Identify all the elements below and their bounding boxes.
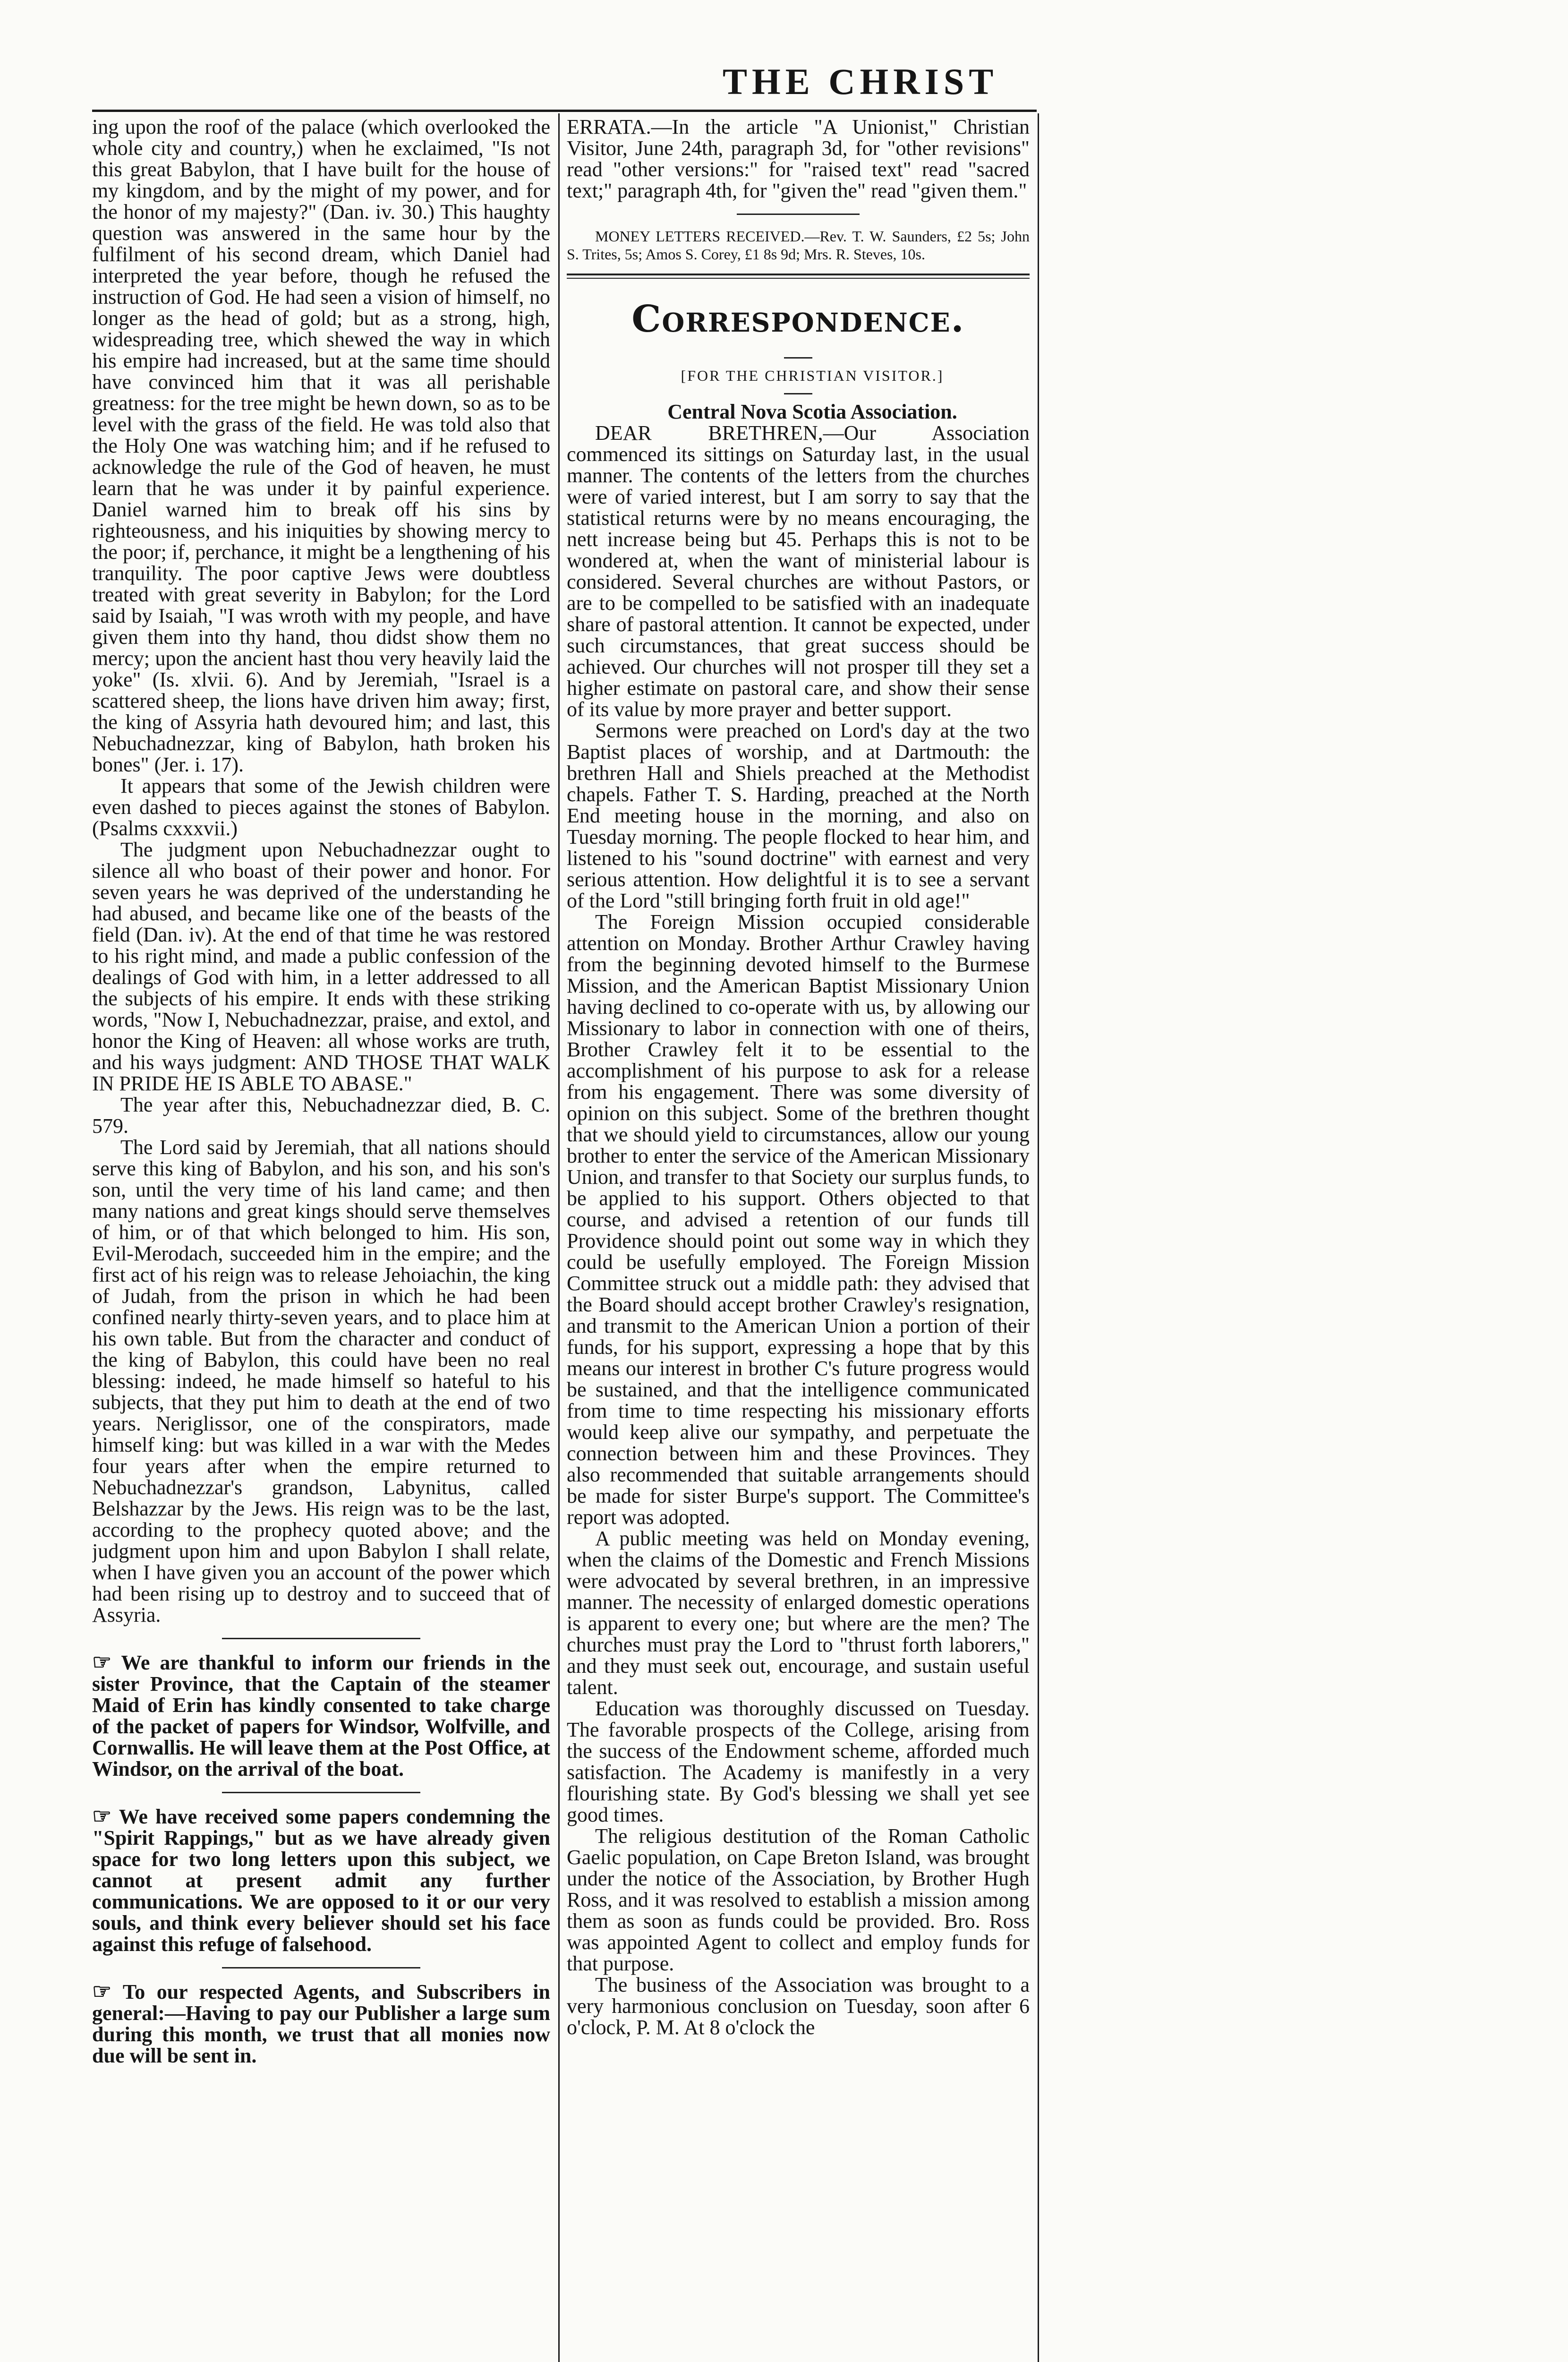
separator [222,1792,420,1793]
section-title: Correspondence. [631,298,965,341]
notice-spirit-rappings [92,1806,550,1955]
notice-agents [92,1981,550,2066]
section-double-rule [567,274,1030,275]
article-paragraph: The business of the Association was brought to a very harmonious conclusion on Tuesday, soon after 6 o'clock, P. M. At 8 o'clock the [567,1973,1030,2039]
separator [784,357,812,359]
article-paragraph: The judgment upon Nebuchadnezzar ought to silence all who boast of their power and honor. For seven years he was deprived of the understanding he had abused, and became like one of the beasts of the field (Dan. iv). At the end of that time he was restored to his right mind, and made a public confession of the dealings of God with him, in a letter addressed to all the subjects of his empire. It ends with these striking words, "Now I, Nebuchadnezzar, praise, and extol, and honor the King of Heaven: all whose works are truth, and his ways judgment: AND THOSE THAT WALK IN PRIDE HE IS ABLE TO ABASE." [92,838,550,1095]
column-rule-1 [558,113,560,2362]
article-paragraph: ing upon the roof of the palace (which overlooked the whole city and country,) when he exclaimed, "Is not this great Babylon, that I have built for the house of my kingdom, and by the might of my power, and for the honor of my majesty?" (Dan. iv. 30.) This haughty question was answered in the same hour by the fulfilment of his second dream, which Daniel had interpreted the year before, though he refused the instruction of God. He had seen a vision of himself, no longer as the head of gold; but as a strong, high, widespreading tree, which shewed the way in which his empire had increased, but at the same time should have convinced him that it was all perishable greatness: for the tree might be hewn down, so as to be level with the grass of the field. He was told also that the Holy One was watching him; and if he refused to acknowledge the rule of the God of heaven, he must learn that he was under it by painful experience. Daniel warned him to break off his sins by righteousness, and his iniquities by showing mercy to the poor; if, perchance, it might be a lengthening of his tranquility. The poor captive Jews were doubtless treated with great severity in Babylon; for the Lord said by Isaiah, "I was wroth with my people, and have given them into thy hand, thou didst show them no mercy; upon the ancient hast thou very heavily laid the yoke" (Is. xlvii. 6). And by Jeremiah, "Israel is a scattered sheep, the lions have driven him away; first, the king of Assyria hath devoured him; and last, this Nebuchadnezzar, king of Babylon, hath broken his bones" (Jer. i. 17). [92,116,550,776]
separator [222,1967,420,1968]
errata-block [567,116,1030,201]
article-paragraph: The year after this, Nebuchadnezzar died, B. C. 579. [92,1093,550,1138]
separator [784,393,812,394]
pointing-hand-icon: ☞ [92,1979,112,2003]
article-paragraph: It appears that some of the Jewish children were even dashed to pieces against the stones of Babylon. (Psalms cxxxvii.) [92,774,550,840]
masthead-title: THE CHRIST [723,61,998,102]
article-paragraph: The religious destitution of the Roman Catholic Gaelic population, on Cape Breton Island, was brought under the notice of the Association, by Brother Hugh Ross, and it was resolved to establish a mission among them as soon as funds could be provided. Bro. Ross was appointed Agent to collect and employ funds for that purpose. [567,1824,1030,1975]
left-column [92,116,550,2362]
pointing-hand-icon: ☞ [92,1650,112,1674]
column-rule-2 [1038,113,1039,2362]
separator [737,214,860,215]
article-subhead: Central Nova Scotia Association. [667,400,957,423]
errata-text: ERRATA.—In the article "A Unionist," Christian Visitor, June 24th, paragraph 3d, for "other revisions" read "other versions:" for "raised text" read "sacred text;" paragraph 4th, for "given the" read "given them." [567,116,1030,202]
article-paragraph: A public meeting was held on Monday evening, when the claims of the Domestic and French Missions were advocated by several brethren, in an impressive manner. The necessity of enlarged domestic operations is apparent to every one; but where are the men? The churches must pray the Lord to "thrust forth laborers," and they must seek out, encourage, and sustain useful talent. [567,1527,1030,1699]
article-paragraph: The Foreign Mission occupied considerable attention on Monday. Brother Arthur Crawley having from the beginning devoted himself to the Burmese Mission, and the American Baptist Missionary Union having declined to co-operate with us, by allowing our Missionary to labor in connection with one of theirs, Brother Crawley felt it to be essential to the accomplishment of his purpose to ask for a release from his engagement. There was some diversity of opinion on this subject. Some of the brethren thought that we should yield to circumstances, allow our young brother to enter the service of the American Missionary Union, and transfer to that Society our surplus funds, to be applied to his support. Others objected to that course, and advised a retention of our funds till Providence should point out some way in which they could be usefully employed. The Foreign Mission Committee struck out a middle path: they advised that the Board should accept brother Crawley's resignation, and transmit to the American Union a portion of their funds, for his support, expressing a hope that by this means our interest in brother C's future progress would be sustained, and that the intelligence communicated from time to time respecting his missionary efforts would keep alive our sympathy, and perpetuate the connection between him and these Provinces. They also recommended that suitable arrangements should be made for sister Burpe's support. The Committee's report was adopted. [567,910,1030,1529]
notice-text: To our respected Agents, and Subscribers in general:—Having to pay our Publisher a large sum during this month, we trust that all monies now due will be sent in. [92,1980,550,2067]
money-letters: MONEY LETTERS RECEIVED.—Rev. T. W. Saunders, £2 5s; John S. Trites, 5s; Amos S. Corey, £1 8s 9d; Mrs. R. Steves, 10s. [567,228,1030,263]
notice-text: We have received some papers condemning the "Spirit Rappings," but as we have already given space for two long letters upon this subject, we cannot at present admit any further communications. We are opposed to it or our very souls, and think every believer should set his face against this refuge of falsehood. [92,1805,550,1956]
pointing-hand-icon: ☞ [92,1804,112,1828]
notice-text: We are thankful to inform our friends in the sister Province, that the Captain of the steamer Maid of Erin has kindly consented to take charge of the packet of papers for Windsor, Wolfville, and Cornwallis. He will leave them at the Post Office, at Windsor, on the arrival of the boat. [92,1651,550,1780]
separator [222,1638,420,1639]
notice-steamer [92,1652,550,1780]
byline: [FOR THE CHRISTIAN VISITOR.] [681,367,944,384]
article-paragraph: The Lord said by Jeremiah, that all nations should serve this king of Babylon, and his son, and his son's son, until the very time of his land came; and then many nations and great kings should serve themselves of him, or of that which belonged to him. His son, Evil-Merodach, succeeded him in the empire; and the first act of his reign was to release Jehoiachin, the king of Judah, from the prison in which he had been confined nearly thirty-seven years, and to place him at his own table. But from the character and conduct of the king of Babylon, this could have been no real blessing: indeed, he made himself so hateful to his subjects, that they put him to death at the end of two years. Neriglissor, one of the conspirators, made himself king: but was killed in a war with the Medes four years after when the empire returned to Nebuchadnezzar's grandson, Labynitus, called Belshazzar by the Jews. His reign was to be the last, according to the prophecy quoted above; and the judgment upon him and upon Babylon I shall relate, when I have given you an account of the power which had been rising up to destroy and to succeed that of Assyria. [92,1136,550,1626]
article-paragraph: Sermons were preached on Lord's day at the two Baptist places of worship, and at Dartmouth: the brethren Hall and Shiels preached at the Methodist chapels. Father T. S. Harding, preached at the North End meeting house in the morning, and also on Tuesday morning. The people flocked to hear him, and listened to his "sound doctrine" with earnest and very serious attention. How delightful it is to see a servant of the Lord "still bringing forth fruit in old age!" [567,719,1030,912]
section-double-rule-2 [567,278,1030,279]
middle-column [567,116,1030,2362]
article-paragraph: Education was thoroughly discussed on Tuesday. The favorable prospects of the College, arising from the success of the Endowment scheme, afforded much satisfaction. The Academy is manifestly in a very flourishing state. By God's blessing we shall yet see good times. [567,1697,1030,1826]
article-paragraph: DEAR BRETHREN,—Our Association commenced its sittings on Saturday last, in the usual manner. The contents of the letters from the churches were of varied interest, but I am sorry to say that the statistical returns were by no means encouraging, the nett increase being but 45. Perhaps this is not to be wondered at, when the want of ministerial labour is considered. Several churches are without Pastors, or are to be compelled to be satisfied with an inadequate share of pastoral attention. It cannot be expected, under such circumstances, that great success should be achieved. Our churches will not prosper till they set a higher estimate on pastoral care, and show their sense of its value by more prayer and better support. [567,421,1030,721]
top-rule [92,110,1037,112]
